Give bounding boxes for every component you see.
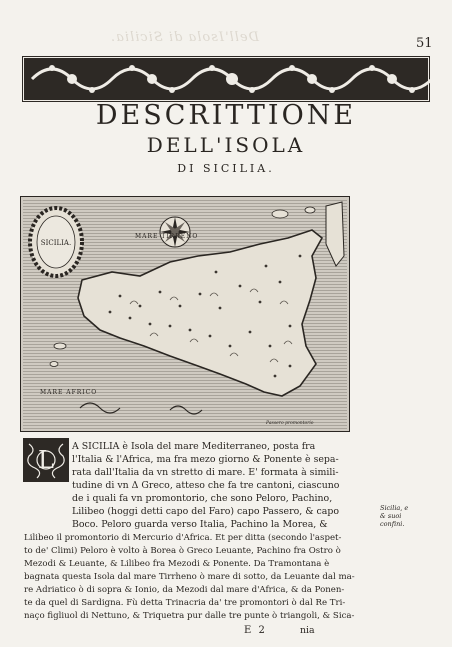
body-line: rata dall'Italia da vn stretto di mare. E' formata à simili- [72,467,339,478]
sicily-map [20,196,350,432]
body-line: Lilibeo il promontorio di Mercurio d'Africa. Et per ditta (secondo l'aspet- [24,533,342,543]
place-label-passero: Passero promontorio [266,421,314,426]
marginal-note [380,504,408,528]
title-line-3: DI SICILIA. [177,162,275,175]
marginal-note-line: & suoi [380,512,402,520]
body-line: Lilibeo (hoggi detti capo del Faro) capo Passero, & capo [72,506,339,517]
catchword: nia [300,625,315,636]
sea-label-north: MARE TIRRENO [135,233,199,240]
body-line: Mezodi & Leuante, & Lilibeo fra Mezodi & Ponente. Da Tramontana è [24,559,330,569]
decorated-initial [23,438,69,482]
page-number: 51 [416,36,433,51]
body-line: A SICILIA è Isola del mare Mediterraneo, posta fra [72,441,316,452]
ornamental-headpiece [22,56,430,102]
body-line: de i quali fa vn promontorio, che sono Peloro, Pachino, [72,493,333,504]
body-line: l'Italia & l'Africa, ma fra mezo giorno & Ponente è sepa- [72,454,339,465]
title-line-2: DELL'ISOLA [146,133,306,157]
title-line-1: DESCRITTIONE [95,100,357,131]
body-line: naço figliuol di Nettuno, & Triquetra pur dalle tre punte ò triangoli, & Sica- [24,611,355,621]
body-line: to de' Climi) Peloro è volto à Borea ò Greco Leuante, Pachino fra Ostro ò [24,546,341,556]
body-line: Boco. Peloro guarda verso Italia, Pachino la Morea, & [72,519,328,530]
body-line: re Adriatico ò di sopra & Ionio, da Mezodi dal mare d'Africa, & da Ponen- [24,585,345,595]
map-cartouche [30,208,82,276]
sea-label-south: MARE AFRICO [40,389,98,396]
bleed-through-text: Dell'Isola di Sicilia. [110,30,259,45]
body-line: te da quel di Sardigna. Fù detta Trinacria da' tre promontori ò dal Re Tri- [24,598,346,608]
signature-mark: E 2 [244,625,267,636]
body-line: bagnata questa Isola dal mare Tirrheno ò mare di sotto, da Leuante dal ma- [24,572,355,582]
initial-letter: L [38,446,54,474]
marginal-note-line: Sicilia, e [380,504,409,512]
compass-rose-icon [160,217,190,247]
marginal-note-line: confini. [380,520,405,528]
cartouche-title: SICILIA. [40,239,72,247]
body-line: tudine di vn Δ Greco, atteso che fa tre cantoni, ciascuno [72,480,340,491]
